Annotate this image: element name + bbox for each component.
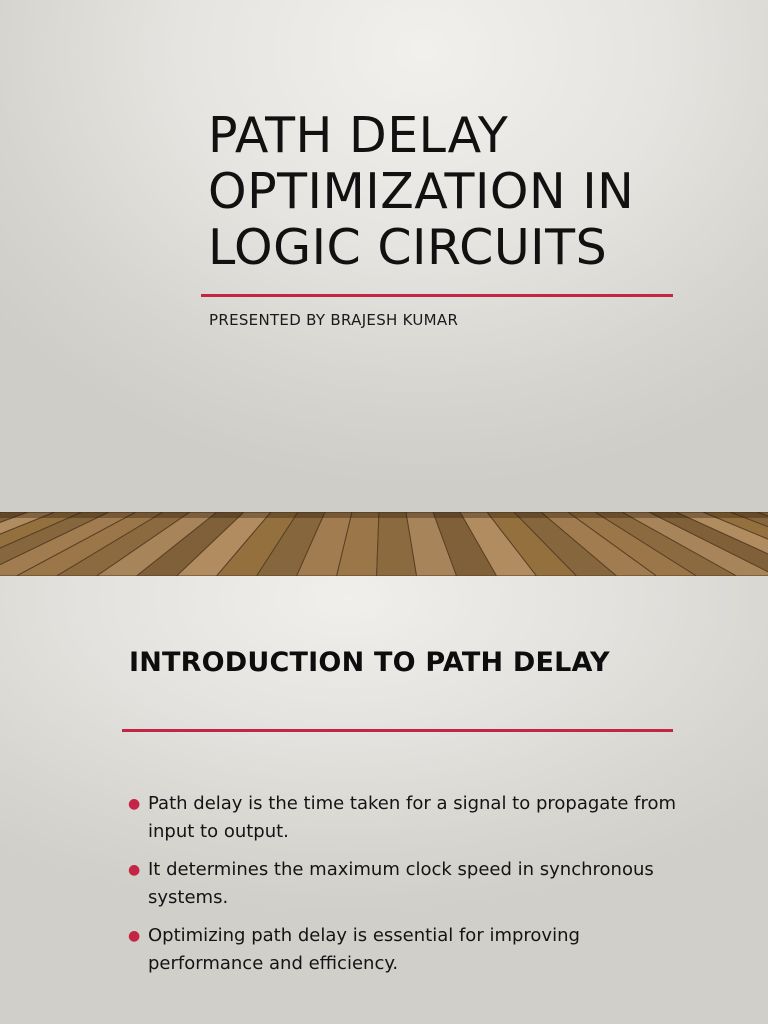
bullet-item xyxy=(128,856,688,912)
heading-divider xyxy=(122,729,673,732)
slide-title: PATH DELAY OPTIMIZATION IN LOGIC CIRCUITS xyxy=(208,107,635,276)
intro-slide xyxy=(0,576,768,1024)
bullet-dot-icon: ● xyxy=(128,862,141,878)
bullet-text: Path delay is the time taken for a signal to propagate from input to output. xyxy=(148,793,677,842)
bullet-text: It determines the maximum clock speed in synchronous systems. xyxy=(148,859,654,908)
slide-heading: INTRODUCTION TO PATH DELAY xyxy=(129,647,610,678)
title-divider xyxy=(201,294,673,297)
bullet-dot-icon: ● xyxy=(128,928,141,944)
bullet-item xyxy=(128,922,688,978)
bullet-text: Optimizing path delay is essential for improving performance and efficiency. xyxy=(148,925,580,974)
floor-edge-shadow xyxy=(0,512,768,518)
wood-floor-image xyxy=(0,512,768,576)
bullet-list xyxy=(128,790,688,988)
slide-subtitle: PRESENTED BY BRAJESH KUMAR xyxy=(209,311,459,329)
bullet-item xyxy=(128,790,688,846)
wood-floor-graphic xyxy=(0,512,768,576)
bullet-dot-icon: ● xyxy=(128,796,141,812)
